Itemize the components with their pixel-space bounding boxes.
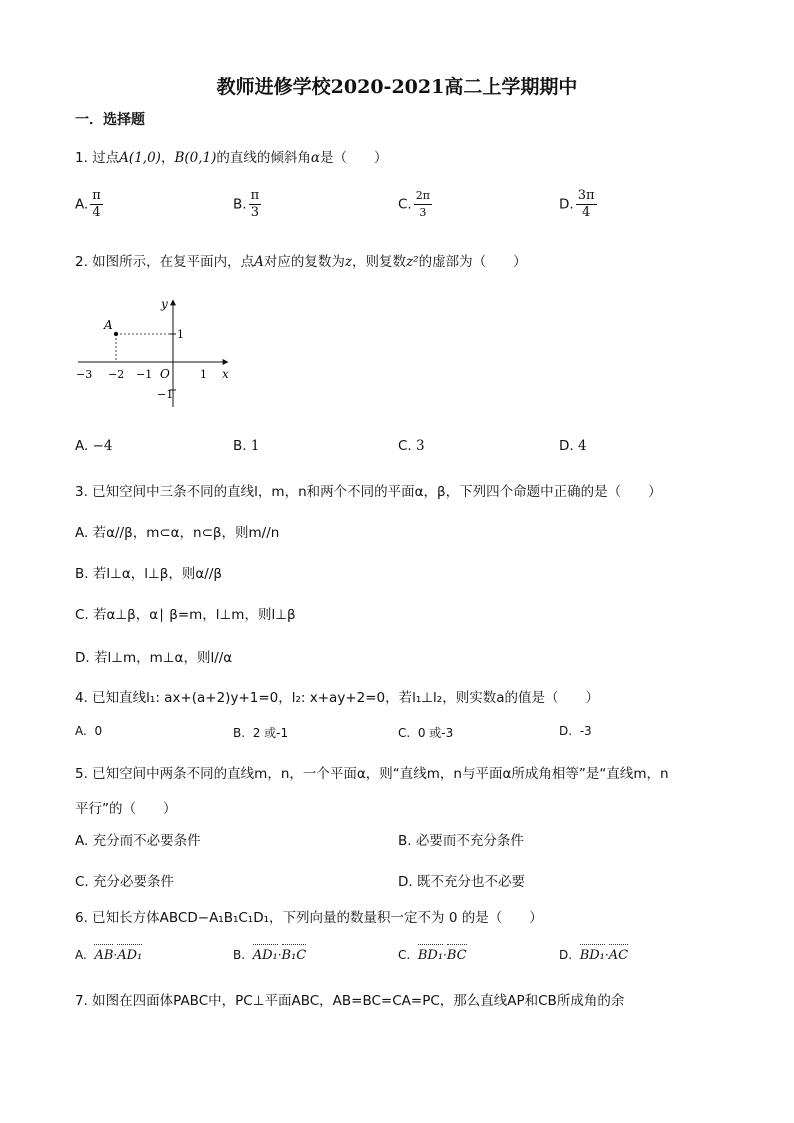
question-1-stem: 1. 过点A(1,0)，B(0,1)的直线的倾斜角α是（ ） <box>75 150 388 166</box>
question-6-option-b: B. AD₁·B₁C <box>233 948 307 963</box>
question-5-option-a: A. 充分而不必要条件 <box>75 833 201 849</box>
y-axis-label: y <box>161 297 168 311</box>
point-a-marker <box>114 332 118 336</box>
question-2-stem: 2. 如图所示，在复平面内，点A对应的复数为z，则复数z²的虚部为（ ） <box>75 254 527 270</box>
question-7-stem: 7. 如图在四面体PABC中，PC⊥平面ABC，AB=BC=CA=PC，那么直线AP和CB所成角的余 <box>75 993 625 1009</box>
point-a-label: A <box>104 318 113 332</box>
x-axis-label: x <box>222 367 229 381</box>
question-2-option-a: A. −4 <box>75 438 113 454</box>
question-3-option-b: B. 若l⊥α，l⊥β，则α//β <box>75 566 222 582</box>
x-tick-label-minus-3: −3 <box>76 368 93 381</box>
question-4-option-d: D. -3 <box>559 724 592 738</box>
y-tick-label-1: 1 <box>177 328 184 341</box>
question-6-option-a: A. AB·AD₁ <box>75 948 143 963</box>
question-4-option-b: B. 2 或-1 <box>233 726 289 740</box>
question-5-stem-line-2: 平行”的（ ） <box>75 801 177 817</box>
x-tick-label-minus-1: −1 <box>136 368 153 381</box>
question-4-option-c: C. 0 或-3 <box>398 726 454 740</box>
question-1-option-d: D. $\frac{3\pi}{4}$ <box>559 188 595 220</box>
question-1-option-b: B. $\frac{\pi}{3}$ <box>233 188 260 220</box>
question-5-stem-line-1: 5. 已知空间中两条不同的直线m，n，一个平面α，则“直线m，n与平面α所成角相等”是“直线m，n <box>75 766 669 782</box>
question-6-option-c: C. BD₁·BC <box>398 948 467 963</box>
question-4-stem: 4. 已知直线l₁: ax+(a+2)y+1=0，l₂: x+ay+2=0，若l₁⊥l₂，则实数a的值是（ ） <box>75 690 599 706</box>
question-3-stem: 3. 已知空间中三条不同的直线l，m，n和两个不同的平面α，β，下列四个命题中正确的是（ ） <box>75 484 662 500</box>
question-1-option-a: A. $\frac{\pi}{4}$ <box>75 188 101 220</box>
page-title: 教师进修学校2020-2021高二上学期期中 <box>216 76 578 98</box>
question-6-stem: 6. 已知长方体ABCD−A₁B₁C₁D₁，下列向量的数量积一定不为 0 的是（ ） <box>75 910 543 926</box>
question-2-option-b: B. 1 <box>233 438 260 454</box>
question-6-option-d: D. BD₁·AC <box>559 948 629 963</box>
x-tick-label-1: 1 <box>200 368 207 381</box>
y-tick-label-minus-1: −1 <box>157 388 174 401</box>
question-5-option-c: C. 充分必要条件 <box>75 874 175 890</box>
question-3-option-d: D. 若l⊥m，m⊥α，则l//α <box>75 650 233 666</box>
origin-label: O <box>160 367 170 381</box>
question-2-option-c: C. 3 <box>398 438 425 454</box>
section-heading: 一．选择题 <box>75 112 145 128</box>
question-1-option-c: C. $\frac{2\pi}{3}$ <box>398 189 430 219</box>
question-4-option-a: A. 0 <box>75 724 103 738</box>
complex-plane-figure <box>70 292 240 412</box>
question-5-option-d: D. 既不充分也不必要 <box>398 874 525 890</box>
question-3-option-c: C. 若α⊥β，α∣ β=m，l⊥m，则l⊥β <box>75 607 296 623</box>
question-2-option-d: D. 4 <box>559 438 587 454</box>
question-5-option-b: B. 必要而不充分条件 <box>398 833 524 849</box>
x-tick-label-minus-2: −2 <box>108 368 125 381</box>
question-3-option-a: A. 若α//β，m⊂α，n⊂β，则m//n <box>75 525 280 541</box>
